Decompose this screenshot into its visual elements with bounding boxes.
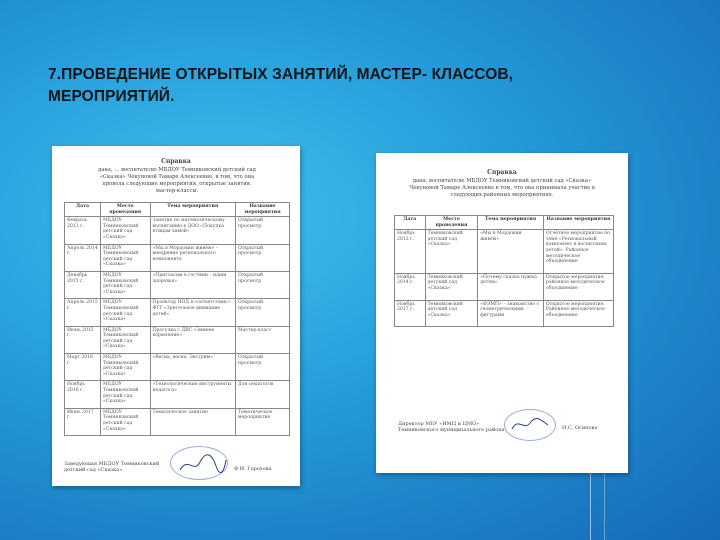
table-cell: Проектор НОД в соответствии с ФГТ «Зрительное внимание детей» [150, 299, 236, 326]
table-cell: МБДОУ Темниковский детский сад «Сказка» [101, 354, 151, 381]
table-row [65, 381, 290, 408]
table-row [395, 230, 614, 274]
table-cell: Мастер-класс [236, 326, 290, 353]
doc2-table [394, 215, 614, 327]
doc2-signer: Н.С. Осипова [562, 425, 598, 431]
table-cell: «Почему сказка нужна детям» [478, 273, 544, 300]
table-cell: Июнь 2015 г. [65, 326, 101, 353]
certificate-document-1 [52, 146, 300, 486]
table-cell: МБДОУ Темниковский детский сад «Сказка» [101, 244, 151, 271]
table-row [65, 408, 290, 435]
table-row [395, 300, 614, 327]
table-row [395, 273, 614, 300]
doc1-table [64, 202, 290, 436]
table-cell: Занятие по математическому воспитанию в ДОО «Покупка птицам зимой» [150, 217, 236, 244]
table-cell: Тематическое мероприятие [236, 408, 290, 435]
table-cell: Открытое мероприятие, районное методическое объединение [543, 273, 613, 300]
table-cell: Апрель 2014 г. [65, 244, 101, 271]
doc1-signer: Ф.И. Горохова [234, 466, 272, 472]
table-cell: Февраль 2013 г. [65, 217, 101, 244]
table-row [65, 299, 290, 326]
doc2-col-topic: Тема мероприятия [478, 216, 544, 230]
table-cell: МБДОУ Темниковский детский сад «Сказка» [101, 299, 151, 326]
doc2-col-name: Название мероприятия [543, 216, 613, 230]
table-cell: Тематическое занятие [150, 408, 236, 435]
table-cell: «Технологические инструменты педагога» [150, 381, 236, 408]
doc1-heading: Справка [161, 158, 191, 165]
doc2-subheading: дана, воспитателю МБДОУ Темниковский детский сад «Сказка» Чекуновой Тамаре Алексеевне в том, что она принимала участие в следующих районных мероприятиях. [409, 178, 595, 198]
signature-icon [178, 452, 228, 476]
doc1-col-topic: Тема мероприятия [150, 203, 236, 217]
table-cell: Апрель 2015 г. [65, 299, 101, 326]
certificate-document-2 [376, 153, 628, 473]
table-cell: Отчётное мероприятие по теме «Региональный компонент в воспитании детей». Районное методическое объединение [543, 230, 613, 274]
signature-icon [510, 415, 550, 433]
table-cell: Ноябрь 2013 г. [395, 230, 426, 274]
doc2-col-place: Место проведения [425, 216, 478, 230]
table-cell: Темниковский детский сад «Сказка» [425, 273, 478, 300]
table-cell: Март 2016 г. [65, 354, 101, 381]
slide-title: 7.ПРОВЕДЕНИЕ ОТКРЫТЫХ ЗАНЯТИЙ, МАСТЕР- КЛАССОВ, МЕРОПРИЯТИЙ. [48, 66, 514, 105]
table-cell: Темниковский детский сад «Сказка» [425, 230, 478, 274]
table-cell: «Пригласим в гостями – наши здоровья» [150, 271, 236, 298]
table-row [65, 271, 290, 298]
doc1-col-name: Название мероприятия [236, 203, 290, 217]
table-cell: Ноябрь 2017 г. [395, 300, 426, 327]
table-cell: Открытый просмотр [236, 244, 290, 271]
doc2-footer: Директор МБУ «ИМЦ и ЦМО» Темниковского муниципального района [398, 421, 505, 433]
doc1-subheading: дана, … воспитателю МБДОУ Темниковский детский сад «Сказка» Чекуновой Тамаре Алексеевне, в том, что она провела следующие мероприятия, открытые занятия, мастер-классы. [98, 167, 256, 194]
table-cell: Открытый просмотр [236, 271, 290, 298]
table-cell: «Весна, весна, Экстрим» [150, 354, 236, 381]
table-cell: Декабрь 2015 г. [65, 271, 101, 298]
table-cell: «ФЭМП» – знакомство с геометрическими фигурами [478, 300, 544, 327]
table-cell: Открытый просмотр [236, 299, 290, 326]
table-cell: Темниковский детский сад «Сказка» [425, 300, 478, 327]
table-cell: Открытое мероприятие. Районное методическое объединение [543, 300, 613, 327]
table-cell: «Мы в Мордовии живём» - внедрение регионального компонента [150, 244, 236, 271]
table-cell: Июнь 2017 г. [65, 408, 101, 435]
table-cell: Ноябрь 2016 г. [65, 381, 101, 408]
doc1-col-place: Место проведения [101, 203, 151, 217]
table-cell: Прогулка с ДВС «Зимнее кормление» [150, 326, 236, 353]
doc1-col-date: Дата [65, 203, 101, 217]
doc1-footer: Заведующая МБДОУ Темниковский детский сад «Сказка» [64, 461, 160, 473]
table-cell: МБДОУ Темниковский детский сад «Сказка» [101, 326, 151, 353]
table-row [65, 244, 290, 271]
doc2-heading: Справка [487, 169, 517, 176]
table-cell: «Мы в Мордовии живём» [478, 230, 544, 274]
table-cell: МБДОУ Темниковский детский сад «Сказка» [101, 408, 151, 435]
table-row [65, 326, 290, 353]
table-cell: Для педагогов [236, 381, 290, 408]
table-row [65, 354, 290, 381]
doc2-col-date: Дата [395, 216, 426, 230]
table-cell: Ноябрь 2014 г. [395, 273, 426, 300]
table-cell: Открытый просмотр [236, 217, 290, 244]
table-cell: Открытый просмотр [236, 354, 290, 381]
table-row [65, 217, 290, 244]
table-cell: МБДОУ Темниковский детский сад «Сказка» [101, 381, 151, 408]
table-cell: МБДОУ Темниковский детский сад «Сказка» [101, 271, 151, 298]
table-cell: МБДОУ Темниковский детский сад «Сказка» [101, 217, 151, 244]
